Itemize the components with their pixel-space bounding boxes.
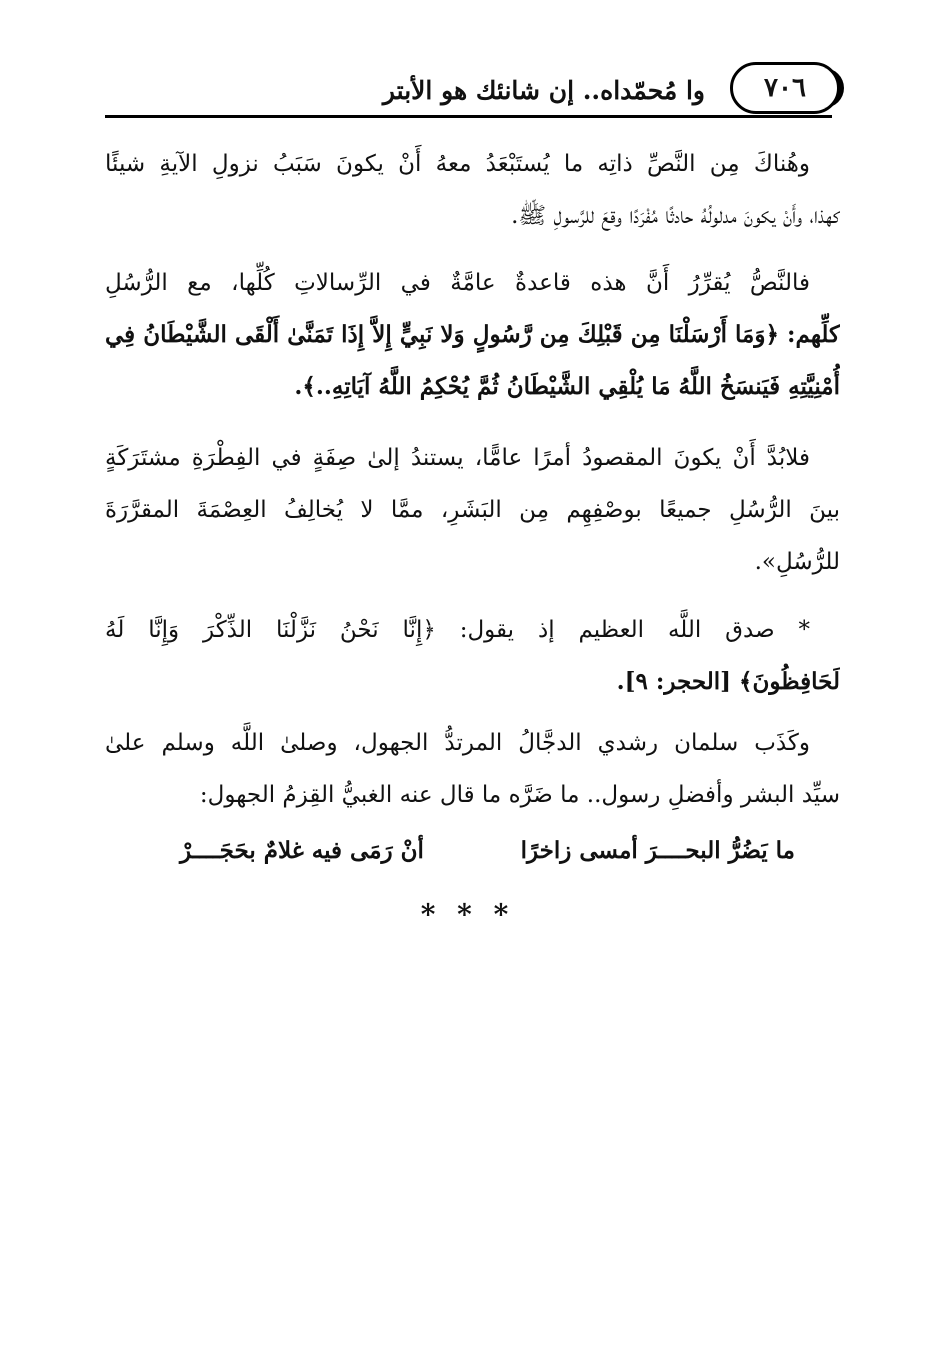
text-line: * صدق اللَّه العظيم إذ يقول: ﴿إِنَّا نَحْنُ نَزَّلْنَا الذِّكْرَ وَإِنَّا لَهُ — [105, 617, 810, 643]
paragraph-3 — [105, 432, 840, 588]
text-line: وهُناكَ مِن النَّصِّ ذاتِه ما يُستَبْعَدُ معهُ أَنْ يكونَ سَبَبُ نزولِ الآيةِ شيئًا — [105, 151, 810, 177]
paragraph-5 — [105, 717, 840, 821]
poetry-verse — [180, 825, 795, 877]
text-line: للرُّسُلِ». — [754, 549, 840, 575]
text-line: سيِّد البشر وأفضلِ رسول.. ما ضَرَّه ما قال عنه الغبيُّ القِزمُ الجهول: — [199, 782, 840, 808]
verse-second-hemistich: أنْ رَمَى فيه غلامٌ بحَجَــــرْ — [180, 837, 424, 864]
text-line: بينَ الرُّسُلِ جميعًا بوصْفِهِم مِن البَشَرِ، ممَّا لا يُخالِفُ العِصْمَةَ المقرَّرَةَ — [105, 497, 840, 523]
text-line: وكَذَب سلمان رشدي الدجَّالُ المرتدُّ الجهول، وصلىٰ اللَّه وسلم علىٰ — [105, 730, 810, 756]
paragraph-2 — [105, 257, 840, 413]
paragraph-4 — [105, 604, 840, 708]
section-separator: * * * — [420, 898, 515, 931]
paragraph-1 — [105, 138, 840, 242]
verse-first-hemistich: ما يَضُرُّ البحــــرَ أمسى زاخرًا — [520, 837, 795, 864]
running-header — [105, 62, 840, 130]
text-line: فلابُدَّ أَنْ يكونَ المقصودُ أمرًا عامًّا، يستندُ إلىٰ صِفَةٍ في الفِطْرَةِ مشتَرَكَةٍ — [105, 445, 810, 471]
text-line: كهذا، وأَنْ يكونَ مدلولُهُ حادثًا مُفْرَدًا وقعَ للرَّسولِ ﷺ. — [511, 203, 840, 229]
page-number: ٧٠٦ — [730, 62, 840, 114]
header-rule — [105, 115, 832, 118]
quran-quote-line: أُمْنِيَّتِهِ فَيَنسَخُ اللَّهُ مَا يُلْقِي الشَّيْطَانُ ثُمَّ يُحْكِمُ اللَّهُ آيَاتِهِ..﴾. — [294, 373, 840, 400]
header-title: وا مُحمّداه.. إن شانئك هو الأبتر — [382, 76, 705, 105]
quran-quote-line: لَحَافِظُونَ﴾ [الحجر: ٩]. — [616, 668, 840, 695]
quran-quote-line: كلِّهم: ﴿وَمَا أَرْسَلْنَا مِن قَبْلِكَ مِن رَّسُولٍ وَلا نَبِيٍّ إِلاَّ إِذَا تَمَنَّىٰ أَلْقَى الشَّيْطَانُ فِي — [105, 321, 840, 348]
text-line: فالنَّصُّ يُقرِّرُ أَنَّ هذه قاعدةٌ عامَّةٌ في الرِّسالاتِ كُلِّها، مع الرُّسُلِ — [105, 270, 810, 296]
